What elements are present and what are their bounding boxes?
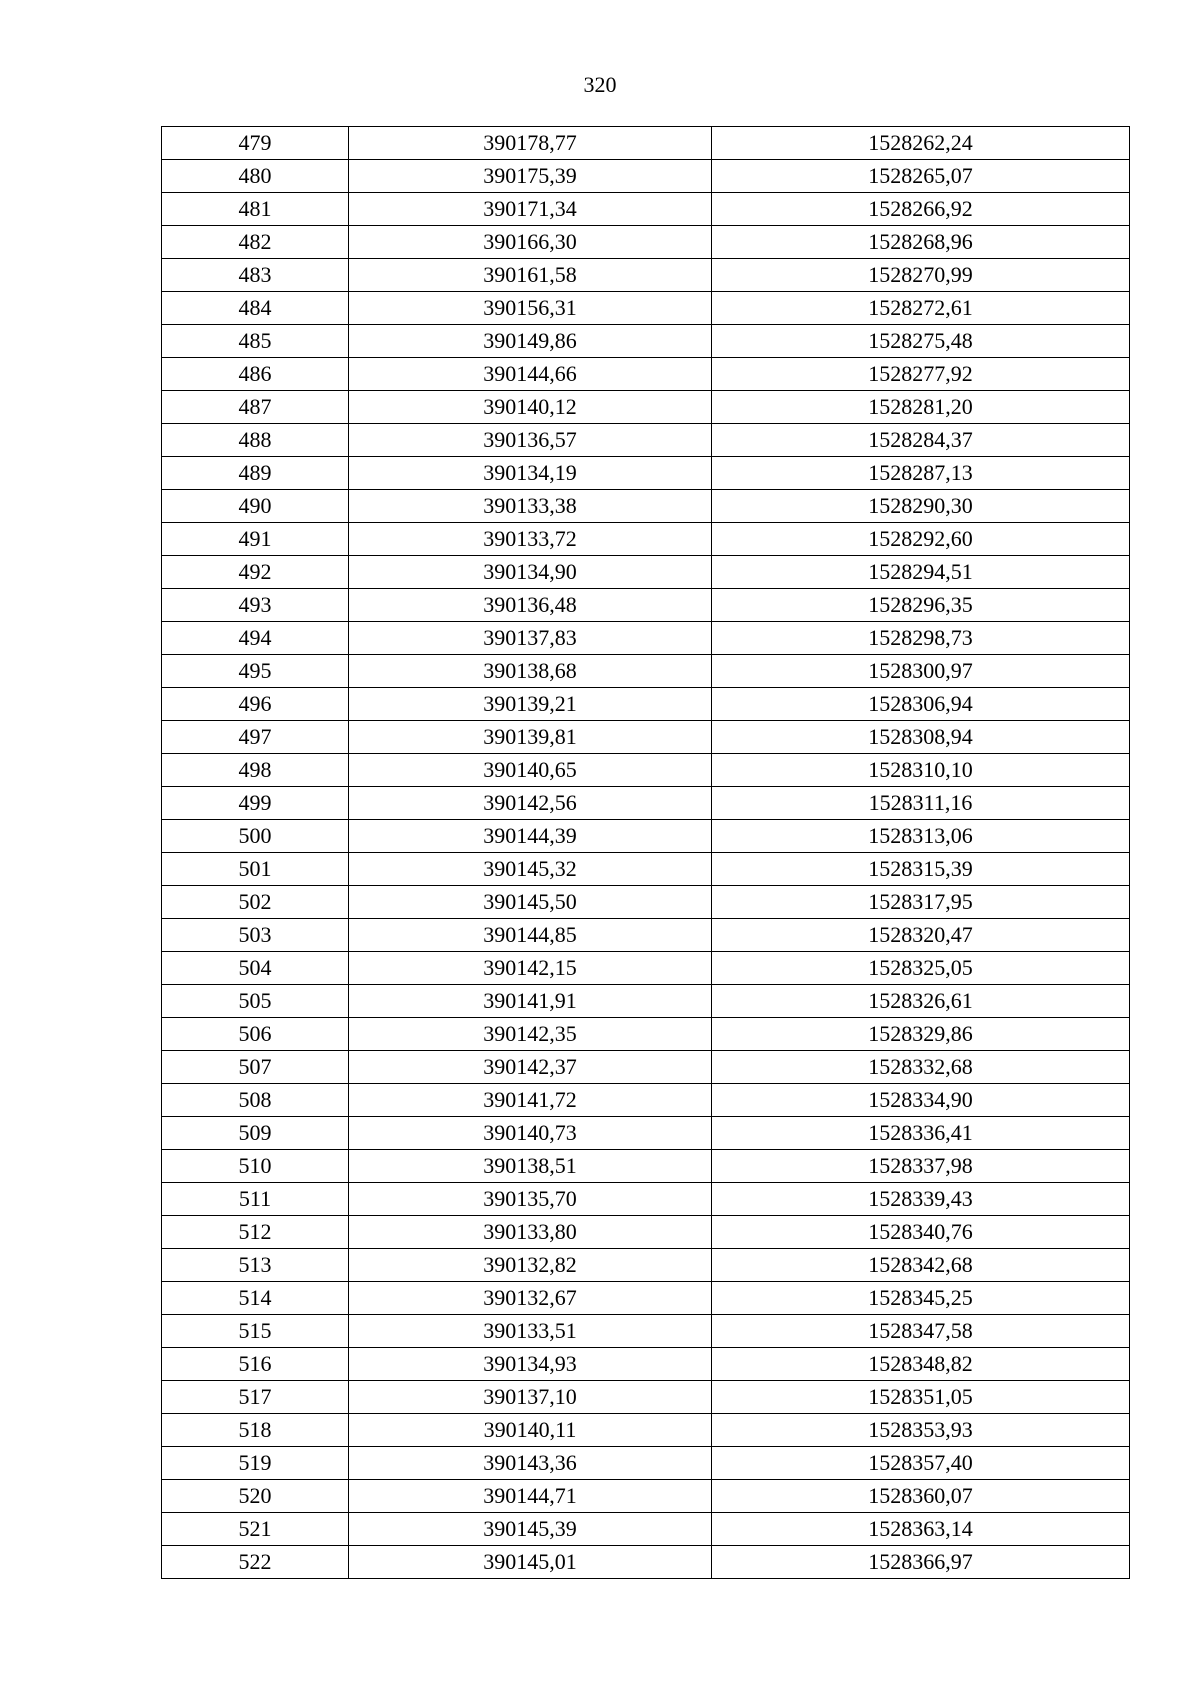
x-coordinate-cell: 390136,57 — [349, 424, 712, 457]
x-coordinate-cell: 390178,77 — [349, 127, 712, 160]
table-row — [162, 919, 1130, 952]
y-coordinate-cell: 1528296,35 — [712, 589, 1130, 622]
point-number-cell: 486 — [162, 358, 349, 391]
x-coordinate-cell: 390145,01 — [349, 1546, 712, 1579]
x-coordinate-cell: 390140,65 — [349, 754, 712, 787]
table-row — [162, 1018, 1130, 1051]
x-coordinate-cell: 390156,31 — [349, 292, 712, 325]
y-coordinate-cell: 1528351,05 — [712, 1381, 1130, 1414]
table-row — [162, 985, 1130, 1018]
y-coordinate-cell: 1528281,20 — [712, 391, 1130, 424]
y-coordinate-cell: 1528313,06 — [712, 820, 1130, 853]
table-row — [162, 292, 1130, 325]
coordinates-table — [161, 126, 1130, 1579]
y-coordinate-cell: 1528337,98 — [712, 1150, 1130, 1183]
y-coordinate-cell: 1528311,16 — [712, 787, 1130, 820]
y-coordinate-cell: 1528300,97 — [712, 655, 1130, 688]
point-number-cell: 521 — [162, 1513, 349, 1546]
point-number-cell: 511 — [162, 1183, 349, 1216]
point-number-cell: 489 — [162, 457, 349, 490]
x-coordinate-cell: 390144,66 — [349, 358, 712, 391]
y-coordinate-cell: 1528270,99 — [712, 259, 1130, 292]
x-coordinate-cell: 390140,73 — [349, 1117, 712, 1150]
x-coordinate-cell: 390136,48 — [349, 589, 712, 622]
x-coordinate-cell: 390142,15 — [349, 952, 712, 985]
table-row — [162, 622, 1130, 655]
point-number-cell: 516 — [162, 1348, 349, 1381]
point-number-cell: 513 — [162, 1249, 349, 1282]
table-row — [162, 820, 1130, 853]
table-row — [162, 193, 1130, 226]
point-number-cell: 491 — [162, 523, 349, 556]
point-number-cell: 488 — [162, 424, 349, 457]
x-coordinate-cell: 390144,39 — [349, 820, 712, 853]
x-coordinate-cell: 390142,35 — [349, 1018, 712, 1051]
y-coordinate-cell: 1528339,43 — [712, 1183, 1130, 1216]
y-coordinate-cell: 1528329,86 — [712, 1018, 1130, 1051]
point-number-cell: 522 — [162, 1546, 349, 1579]
table-row — [162, 1117, 1130, 1150]
point-number-cell: 500 — [162, 820, 349, 853]
y-coordinate-cell: 1528336,41 — [712, 1117, 1130, 1150]
x-coordinate-cell: 390138,51 — [349, 1150, 712, 1183]
table-row — [162, 1216, 1130, 1249]
point-number-cell: 482 — [162, 226, 349, 259]
table-row — [162, 1513, 1130, 1546]
x-coordinate-cell: 390144,85 — [349, 919, 712, 952]
point-number-cell: 508 — [162, 1084, 349, 1117]
point-number-cell: 502 — [162, 886, 349, 919]
y-coordinate-cell: 1528262,24 — [712, 127, 1130, 160]
point-number-cell: 490 — [162, 490, 349, 523]
point-number-cell: 518 — [162, 1414, 349, 1447]
x-coordinate-cell: 390143,36 — [349, 1447, 712, 1480]
x-coordinate-cell: 390175,39 — [349, 160, 712, 193]
table-row — [162, 721, 1130, 754]
point-number-cell: 510 — [162, 1150, 349, 1183]
y-coordinate-cell: 1528292,60 — [712, 523, 1130, 556]
table-row — [162, 1414, 1130, 1447]
point-number-cell: 503 — [162, 919, 349, 952]
x-coordinate-cell: 390140,11 — [349, 1414, 712, 1447]
x-coordinate-cell: 390134,93 — [349, 1348, 712, 1381]
table-row — [162, 1381, 1130, 1414]
table-row — [162, 1480, 1130, 1513]
table-row — [162, 424, 1130, 457]
y-coordinate-cell: 1528320,47 — [712, 919, 1130, 952]
y-coordinate-cell: 1528363,14 — [712, 1513, 1130, 1546]
table-row — [162, 391, 1130, 424]
x-coordinate-cell: 390145,32 — [349, 853, 712, 886]
table-row — [162, 226, 1130, 259]
point-number-cell: 499 — [162, 787, 349, 820]
y-coordinate-cell: 1528290,30 — [712, 490, 1130, 523]
y-coordinate-cell: 1528347,58 — [712, 1315, 1130, 1348]
point-number-cell: 480 — [162, 160, 349, 193]
y-coordinate-cell: 1528332,68 — [712, 1051, 1130, 1084]
point-number-cell: 498 — [162, 754, 349, 787]
y-coordinate-cell: 1528298,73 — [712, 622, 1130, 655]
coordinates-table-body — [162, 127, 1130, 1579]
page-number: 320 — [583, 72, 617, 97]
x-coordinate-cell: 390135,70 — [349, 1183, 712, 1216]
x-coordinate-cell: 390134,19 — [349, 457, 712, 490]
x-coordinate-cell: 390133,38 — [349, 490, 712, 523]
table-row — [162, 655, 1130, 688]
y-coordinate-cell: 1528360,07 — [712, 1480, 1130, 1513]
table-row — [162, 556, 1130, 589]
y-coordinate-cell: 1528317,95 — [712, 886, 1130, 919]
point-number-cell: 484 — [162, 292, 349, 325]
table-row — [162, 688, 1130, 721]
x-coordinate-cell: 390142,56 — [349, 787, 712, 820]
point-number-cell: 492 — [162, 556, 349, 589]
y-coordinate-cell: 1528287,13 — [712, 457, 1130, 490]
point-number-cell: 485 — [162, 325, 349, 358]
table-row — [162, 457, 1130, 490]
y-coordinate-cell: 1528266,92 — [712, 193, 1130, 226]
y-coordinate-cell: 1528284,37 — [712, 424, 1130, 457]
y-coordinate-cell: 1528348,82 — [712, 1348, 1130, 1381]
x-coordinate-cell: 390140,12 — [349, 391, 712, 424]
point-number-cell: 487 — [162, 391, 349, 424]
y-coordinate-cell: 1528275,48 — [712, 325, 1130, 358]
x-coordinate-cell: 390149,86 — [349, 325, 712, 358]
table-row — [162, 490, 1130, 523]
y-coordinate-cell: 1528325,05 — [712, 952, 1130, 985]
y-coordinate-cell: 1528340,76 — [712, 1216, 1130, 1249]
y-coordinate-cell: 1528310,10 — [712, 754, 1130, 787]
y-coordinate-cell: 1528357,40 — [712, 1447, 1130, 1480]
point-number-cell: 507 — [162, 1051, 349, 1084]
table-row — [162, 1150, 1130, 1183]
table-row — [162, 358, 1130, 391]
table-row — [162, 325, 1130, 358]
point-number-cell: 505 — [162, 985, 349, 1018]
y-coordinate-cell: 1528342,68 — [712, 1249, 1130, 1282]
y-coordinate-cell: 1528315,39 — [712, 853, 1130, 886]
table-row — [162, 1315, 1130, 1348]
x-coordinate-cell: 390133,72 — [349, 523, 712, 556]
point-number-cell: 509 — [162, 1117, 349, 1150]
point-number-cell: 501 — [162, 853, 349, 886]
table-row — [162, 1084, 1130, 1117]
point-number-cell: 481 — [162, 193, 349, 226]
table-row — [162, 1447, 1130, 1480]
x-coordinate-cell: 390132,82 — [349, 1249, 712, 1282]
x-coordinate-cell: 390142,37 — [349, 1051, 712, 1084]
x-coordinate-cell: 390141,91 — [349, 985, 712, 1018]
point-number-cell: 483 — [162, 259, 349, 292]
table-row — [162, 127, 1130, 160]
x-coordinate-cell: 390137,83 — [349, 622, 712, 655]
y-coordinate-cell: 1528268,96 — [712, 226, 1130, 259]
x-coordinate-cell: 390145,50 — [349, 886, 712, 919]
table-row — [162, 1282, 1130, 1315]
x-coordinate-cell: 390139,81 — [349, 721, 712, 754]
point-number-cell: 494 — [162, 622, 349, 655]
table-row — [162, 589, 1130, 622]
y-coordinate-cell: 1528272,61 — [712, 292, 1130, 325]
table-row — [162, 1249, 1130, 1282]
y-coordinate-cell: 1528265,07 — [712, 160, 1130, 193]
y-coordinate-cell: 1528306,94 — [712, 688, 1130, 721]
x-coordinate-cell: 390145,39 — [349, 1513, 712, 1546]
table-row — [162, 754, 1130, 787]
table-row — [162, 886, 1130, 919]
point-number-cell: 496 — [162, 688, 349, 721]
point-number-cell: 495 — [162, 655, 349, 688]
point-number-cell: 514 — [162, 1282, 349, 1315]
y-coordinate-cell: 1528277,92 — [712, 358, 1130, 391]
y-coordinate-cell: 1528353,93 — [712, 1414, 1130, 1447]
x-coordinate-cell: 390138,68 — [349, 655, 712, 688]
x-coordinate-cell: 390134,90 — [349, 556, 712, 589]
y-coordinate-cell: 1528294,51 — [712, 556, 1130, 589]
table-row — [162, 1183, 1130, 1216]
point-number-cell: 519 — [162, 1447, 349, 1480]
point-number-cell: 479 — [162, 127, 349, 160]
x-coordinate-cell: 390161,58 — [349, 259, 712, 292]
x-coordinate-cell: 390144,71 — [349, 1480, 712, 1513]
table-row — [162, 160, 1130, 193]
x-coordinate-cell: 390132,67 — [349, 1282, 712, 1315]
y-coordinate-cell: 1528366,97 — [712, 1546, 1130, 1579]
point-number-cell: 520 — [162, 1480, 349, 1513]
x-coordinate-cell: 390133,80 — [349, 1216, 712, 1249]
table-row — [162, 952, 1130, 985]
point-number-cell: 512 — [162, 1216, 349, 1249]
y-coordinate-cell: 1528345,25 — [712, 1282, 1130, 1315]
x-coordinate-cell: 390139,21 — [349, 688, 712, 721]
point-number-cell: 506 — [162, 1018, 349, 1051]
table-row — [162, 259, 1130, 292]
x-coordinate-cell: 390141,72 — [349, 1084, 712, 1117]
point-number-cell: 493 — [162, 589, 349, 622]
table-row — [162, 1051, 1130, 1084]
table-row — [162, 1348, 1130, 1381]
y-coordinate-cell: 1528334,90 — [712, 1084, 1130, 1117]
point-number-cell: 515 — [162, 1315, 349, 1348]
table-row — [162, 787, 1130, 820]
table-row — [162, 523, 1130, 556]
x-coordinate-cell: 390137,10 — [349, 1381, 712, 1414]
point-number-cell: 497 — [162, 721, 349, 754]
y-coordinate-cell: 1528326,61 — [712, 985, 1130, 1018]
x-coordinate-cell: 390171,34 — [349, 193, 712, 226]
table-row — [162, 853, 1130, 886]
point-number-cell: 517 — [162, 1381, 349, 1414]
point-number-cell: 504 — [162, 952, 349, 985]
y-coordinate-cell: 1528308,94 — [712, 721, 1130, 754]
x-coordinate-cell: 390133,51 — [349, 1315, 712, 1348]
table-row — [162, 1546, 1130, 1579]
x-coordinate-cell: 390166,30 — [349, 226, 712, 259]
